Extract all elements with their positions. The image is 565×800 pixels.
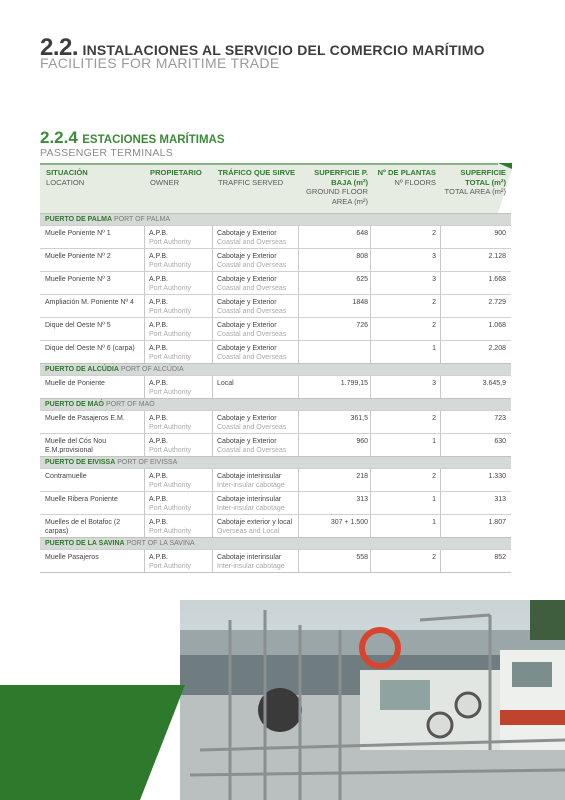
cell-location: Dique del Oeste Nº 5 <box>45 322 111 329</box>
traffic-es: Cabotaje y Exterior <box>217 276 277 283</box>
section-title-es: INSTALACIONES AL SERVICIO DEL COMERCIO MARÍTIMO <box>82 42 485 58</box>
cell-owner <box>149 472 214 490</box>
owner-es: A.P.B. <box>149 496 168 503</box>
cell-floors: 2 <box>432 415 436 422</box>
cell-owner <box>149 229 214 247</box>
cell-ground-area: 361,5 <box>350 415 368 422</box>
cell-floors: 2 <box>432 554 436 561</box>
port-name-en: PORT OF LA SAVINA <box>126 540 195 547</box>
cell-total-area: 2.208 <box>488 345 506 352</box>
cell-traffic <box>217 252 300 270</box>
table-row <box>40 491 511 514</box>
port-name-es: PUERTO DE LA SAVINA <box>45 540 125 547</box>
traffic-en: Inter-insular cabotage <box>217 563 285 570</box>
cell-traffic <box>217 229 300 247</box>
cell-traffic <box>217 379 300 388</box>
owner-en: Port Authority <box>149 482 192 489</box>
traffic-en: Coastal and Overseas <box>217 331 287 338</box>
subsection-number: 2.2.4 <box>40 128 78 147</box>
subsection-title <box>40 128 225 148</box>
column-header-floors: Nº DE PLANTAS Nº FLOORS <box>377 168 436 187</box>
column-divider <box>440 376 441 398</box>
cell-floors: 1 <box>432 438 436 445</box>
column-divider <box>440 226 441 248</box>
column-divider <box>440 492 441 514</box>
traffic-en: Inter-insular cabotage <box>217 482 285 489</box>
traffic-es: Local <box>217 380 234 387</box>
owner-en: Port Authority <box>149 308 192 315</box>
traffic-es: Cabotaje exterior y local <box>217 519 293 526</box>
port-group-header <box>40 537 511 549</box>
harbour-photo <box>0 600 565 800</box>
traffic-es: Cabotaje interinsular <box>217 473 282 480</box>
column-header-traffic: TRÁFICO QUE SIRVE TRAFFIC SERVED <box>218 168 296 187</box>
column-divider <box>370 249 371 271</box>
owner-en: Port Authority <box>149 331 192 338</box>
table-row <box>40 549 511 572</box>
owner-en: Port Authority <box>149 563 192 570</box>
traffic-es: Cabotaje y Exterior <box>217 322 277 329</box>
table-row <box>40 248 511 271</box>
table-row <box>40 375 511 398</box>
column-divider <box>370 515 371 537</box>
column-divider <box>370 272 371 294</box>
column-divider <box>440 550 441 572</box>
cell-ground-area: 726 <box>356 322 368 329</box>
column-divider <box>370 318 371 340</box>
table-row <box>40 340 511 363</box>
port-group-header <box>40 456 511 468</box>
owner-en: Port Authority <box>149 239 192 246</box>
cell-ground-area: 1848 <box>352 299 368 306</box>
owner-es: A.P.B. <box>149 415 168 422</box>
owner-es: A.P.B. <box>149 554 168 561</box>
cell-floors: 2 <box>432 299 436 306</box>
owner-es: A.P.B. <box>149 345 168 352</box>
cell-location: Muelle Poniente Nº 1 <box>45 230 111 237</box>
traffic-en: Coastal and Overseas <box>217 262 287 269</box>
port-group-header <box>40 363 511 375</box>
owner-en: Port Authority <box>149 389 192 396</box>
cell-floors: 1 <box>432 519 436 526</box>
cell-owner <box>149 437 214 455</box>
owner-en: Port Authority <box>149 424 192 431</box>
column-divider <box>440 341 441 363</box>
port-name-en: PORT OF EIVISSA <box>117 459 178 466</box>
cell-location: Muelle Pasajeros <box>45 554 99 561</box>
column-divider <box>440 318 441 340</box>
column-header-location: SITUACIÓN LOCATION <box>46 168 88 187</box>
section-title-en: FACILITIES FOR MARITIME TRADE <box>40 55 280 71</box>
port-name-en: PORT OF PALMA <box>113 216 170 223</box>
cell-ground-area: 218 <box>356 473 368 480</box>
traffic-es: Cabotaje interinsular <box>217 496 282 503</box>
owner-es: A.P.B. <box>149 230 168 237</box>
cell-ground-area: 625 <box>356 276 368 283</box>
cell-traffic <box>217 275 300 293</box>
traffic-en: Coastal and Overseas <box>217 447 287 454</box>
cell-floors: 3 <box>432 253 436 260</box>
port-name-es: PUERTO DE PALMA <box>45 216 113 223</box>
owner-en: Port Authority <box>149 505 192 512</box>
column-divider <box>440 515 441 537</box>
cell-floors: 1 <box>432 345 436 352</box>
column-divider <box>370 341 371 363</box>
port-name-es: PUERTO DE ALCÚDIA <box>45 366 119 373</box>
cell-floors: 1 <box>432 496 436 503</box>
cell-total-area: 900 <box>494 230 506 237</box>
cell-owner <box>149 553 214 571</box>
cell-owner <box>149 495 214 513</box>
port-name-es: PUERTO DE MAÓ <box>45 401 104 408</box>
cell-ground-area: 648 <box>356 230 368 237</box>
cell-traffic <box>217 437 300 455</box>
cell-location: Muelle Poniente Nº 3 <box>45 276 111 283</box>
owner-es: A.P.B. <box>149 322 168 329</box>
table-row <box>40 468 511 491</box>
cell-ground-area: 558 <box>356 554 368 561</box>
cell-total-area: 630 <box>494 438 506 445</box>
port-name-en: PORT OF ALCÚDIA <box>120 366 184 373</box>
traffic-en: Coastal and Overseas <box>217 239 287 246</box>
traffic-es: Cabotaje interinsular <box>217 554 282 561</box>
owner-en: Port Authority <box>149 262 192 269</box>
column-divider <box>370 295 371 317</box>
table-row <box>40 294 511 317</box>
owner-es: A.P.B. <box>149 473 168 480</box>
cell-owner <box>149 518 214 536</box>
cell-floors: 2 <box>432 322 436 329</box>
cell-total-area: 2.729 <box>488 299 506 306</box>
cell-owner <box>149 252 214 270</box>
cell-location: Muelles de el Botafoc (2 carpas) <box>45 519 121 535</box>
owner-es: A.P.B. <box>149 519 168 526</box>
traffic-en: Overseas and Local <box>217 528 280 535</box>
traffic-es: Cabotaje y Exterior <box>217 345 277 352</box>
cell-owner <box>149 379 214 397</box>
cell-traffic <box>217 518 300 536</box>
owner-en: Port Authority <box>149 447 192 454</box>
column-divider <box>440 411 441 433</box>
traffic-en: Coastal and Overseas <box>217 308 287 315</box>
cell-location: Ampliación M. Poniente Nº 4 <box>45 299 134 306</box>
cell-traffic <box>217 414 300 432</box>
column-divider <box>440 249 441 271</box>
traffic-en: Inter-insular cabotage <box>217 505 285 512</box>
table-row <box>40 317 511 340</box>
table-row <box>40 225 511 248</box>
table-bottom-rule <box>40 572 511 573</box>
cell-owner <box>149 298 214 316</box>
cell-owner <box>149 344 214 362</box>
cell-location: Contramuelle <box>45 473 87 480</box>
owner-en: Port Authority <box>149 354 192 361</box>
column-header-ground-area: SUPERFICIE P. BAJA (m²) GROUND FLOOR AREA (m²) <box>305 168 368 206</box>
cell-owner <box>149 414 214 432</box>
cell-total-area: 313 <box>494 496 506 503</box>
table-row <box>40 271 511 294</box>
cell-traffic <box>217 495 300 513</box>
port-name-es: PUERTO DE EIVISSA <box>45 459 116 466</box>
subsection-title-es: ESTACIONES MARÍTIMAS <box>82 134 225 146</box>
cell-traffic <box>217 472 300 490</box>
column-divider <box>440 272 441 294</box>
table-row <box>40 433 511 456</box>
cell-traffic <box>217 321 300 339</box>
column-divider <box>440 295 441 317</box>
column-header-owner: PROPIETARIO OWNER <box>150 168 202 187</box>
column-divider <box>370 492 371 514</box>
column-divider <box>370 226 371 248</box>
cell-location: Muelle de Pasajeros E.M. <box>45 415 125 422</box>
port-name-en: PORT OF MAÓ <box>105 401 155 408</box>
cell-total-area: 1.807 <box>488 519 506 526</box>
traffic-es: Cabotaje y Exterior <box>217 438 277 445</box>
cell-location: Dique del Oeste Nº 6 (carpa) <box>45 345 135 352</box>
port-group-header <box>40 398 511 410</box>
column-header-total-area: SUPERFICIE TOTAL (m²) TOTAL AREA (m²) <box>444 168 506 196</box>
owner-es: A.P.B. <box>149 299 168 306</box>
owner-es: A.P.B. <box>149 438 168 445</box>
column-divider <box>370 376 371 398</box>
cell-ground-area: 307 + 1.500 <box>330 519 368 526</box>
traffic-en: Coastal and Overseas <box>217 285 287 292</box>
cell-traffic <box>217 553 300 571</box>
traffic-en: Coastal and Overseas <box>217 354 287 361</box>
cell-total-area: 852 <box>494 554 506 561</box>
cell-location: Muelle Poniente Nº 2 <box>45 253 111 260</box>
cell-ground-area: 313 <box>356 496 368 503</box>
table-row <box>40 514 511 537</box>
cell-location: Muelle de Poniente <box>45 380 105 387</box>
cell-total-area: 723 <box>494 415 506 422</box>
traffic-es: Cabotaje y Exterior <box>217 253 277 260</box>
cell-ground-area: 808 <box>356 253 368 260</box>
traffic-es: Cabotaje y Exterior <box>217 415 277 422</box>
port-group-header <box>40 213 511 225</box>
column-divider <box>370 550 371 572</box>
owner-en: Port Authority <box>149 285 192 292</box>
column-divider <box>440 469 441 491</box>
cell-total-area: 1.330 <box>488 473 506 480</box>
subsection-title-en: PASSENGER TERMINALS <box>40 147 174 159</box>
cell-location: Muelle Ribera Poniente <box>45 496 118 503</box>
column-divider <box>370 434 371 456</box>
traffic-en: Coastal and Overseas <box>217 424 287 431</box>
owner-es: A.P.B. <box>149 380 168 387</box>
column-divider <box>440 434 441 456</box>
cell-total-area: 1.068 <box>488 322 506 329</box>
column-divider <box>370 469 371 491</box>
traffic-es: Cabotaje y Exterior <box>217 230 277 237</box>
cell-ground-area: 1.799,15 <box>340 380 368 387</box>
cell-owner <box>149 321 214 339</box>
owner-es: A.P.B. <box>149 253 168 260</box>
cell-traffic <box>217 298 300 316</box>
cell-floors: 3 <box>432 380 436 387</box>
cell-total-area: 1.668 <box>488 276 506 283</box>
cell-floors: 2 <box>432 230 436 237</box>
section-number: 2.2. <box>40 34 79 61</box>
terminals-table <box>40 213 511 573</box>
cell-floors: 2 <box>432 473 436 480</box>
cell-owner <box>149 275 214 293</box>
cell-ground-area: 960 <box>356 438 368 445</box>
cell-floors: 3 <box>432 276 436 283</box>
cell-traffic <box>217 344 300 362</box>
cell-total-area: 3.645,9 <box>482 380 506 387</box>
traffic-es: Cabotaje y Exterior <box>217 299 277 306</box>
cell-location: Muelle del Cós Nou E.M.provisional <box>45 438 107 454</box>
table-row <box>40 410 511 433</box>
column-divider <box>370 411 371 433</box>
owner-en: Port Authority <box>149 528 192 535</box>
owner-es: A.P.B. <box>149 276 168 283</box>
cell-total-area: 2.128 <box>488 253 506 260</box>
